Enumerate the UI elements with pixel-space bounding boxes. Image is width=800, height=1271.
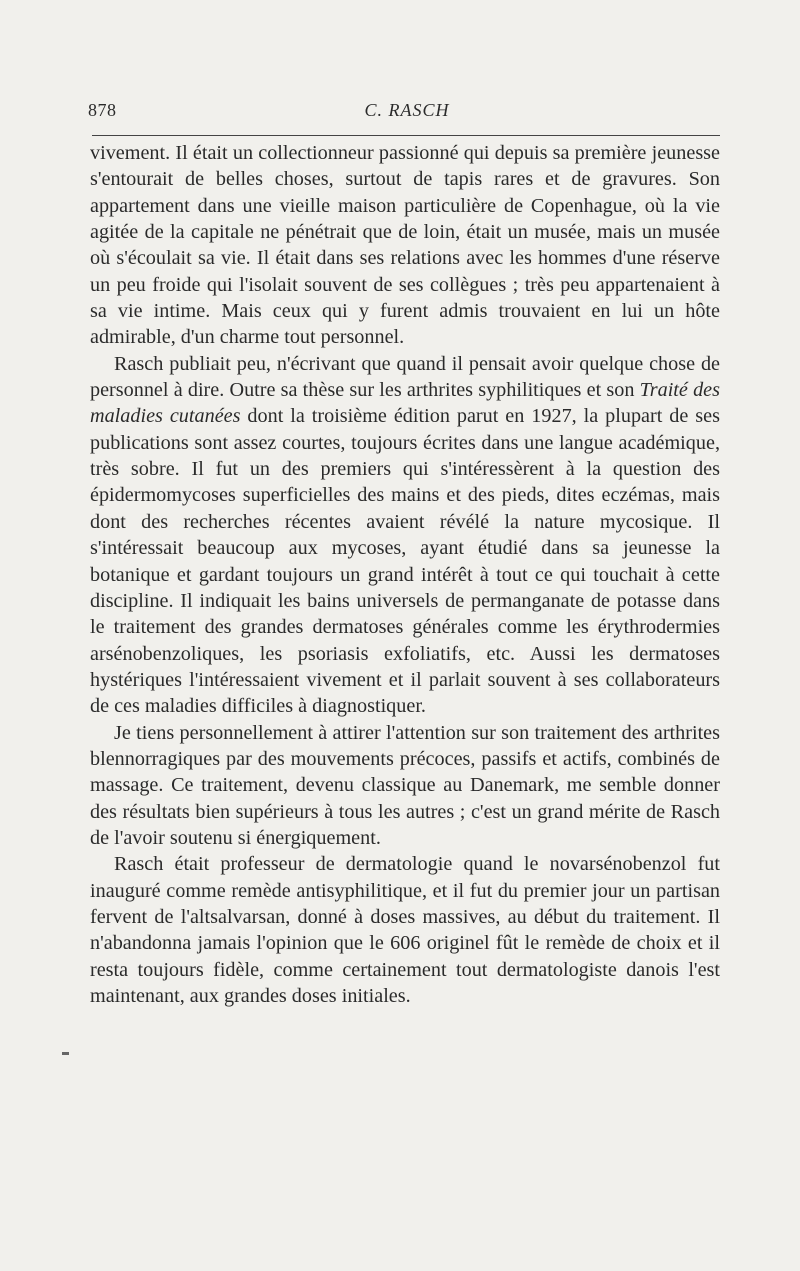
paragraph-2-part-2: dont la troisième édition parut en 1927, la plupart de ses publications sont assez courtes, toujours écrites dans une langue académique, très sobre. Il fut un des premiers qui s'intéressèrent à la question des épidermomycoses superficielles des mains et des pieds, dites eczémas, mais dont des recherches récentes avaient révélé la nature mycosique. Il s'intéressait beaucoup aux mycoses, ayant étudié dans sa jeunesse la botanique et gardant toujours un grand intérêt à tout ce qui touchait à cette discipline. Il indiquait les bains universels de permanganate de potasse dans le traitement des grandes dermatoses générales comme les érythrodermies arsénobenzoliques, les psoriasis exfoliatifs, etc. Aussi les dermatoses hystériques l'intéressaient vivement et il parlait souvent à ses collaborateurs de ces maladies difficiles à diagnostiquer. — [90, 405, 720, 718]
paragraph-4: Rasch était professeur de dermatologie quand le novarsénobenzol fut inauguré comme remède antisyphilitique, et il fut du premier jour un partisan fervent de l'altsalvarsan, donné à doses massives, au début du traitement. Il n'abandonna jamais l'opinion que le 606 originel fût le remède de choix et il resta toujours fidèle, comme certainement tout dermatologiste danois l'est maintenant, aux grandes doses initiales. — [90, 853, 720, 1007]
page-header — [88, 100, 720, 126]
margin-mark — [62, 1052, 69, 1055]
header-rule — [92, 135, 720, 136]
page-number: 878 — [88, 100, 117, 120]
paragraph-2-part-1: Rasch publiait peu, n'écrivant que quand il pensait avoir quelque chose de personnel à dire. Outre sa thèse sur les arthrites syphilitiques et son — [90, 352, 720, 402]
paragraph-3: Je tiens personnellement à attirer l'attention sur son traitement des arthrites blennorragiques par des mouvements précoces, passifs et actifs, combinés de massage. Ce traitement, devenu classique au Danemark, me semble donner des résultats bien supérieurs à tous les autres ; c'est un grand mérite de Rasch de l'avoir soutenu si énergiquement. — [90, 721, 720, 849]
book-title: Traité des maladies cutanées — [90, 379, 720, 428]
paragraph-2 — [90, 351, 720, 720]
paragraph-1: vivement. Il était un collectionneur passionné qui depuis sa première jeunesse s'entourait de belles choses, surtout de tapis rares et de gravures. Son appartement dans une vieille maison particulière de Copenhague, où la vie agitée de la capitale ne pénétrait que de loin, était un musée, mais un musée où s'écoulait sa vie. Il était dans ses relations avec les hommes d'une réserve un peu froide qui l'isolait souvent de ses collègues ; très peu appartenaient à sa vie intime. Mais ceux qui y furent admis trouvaient en lui un hôte admirable, d'un charme tout personnel. — [90, 142, 720, 349]
running-head: C. RASCH — [364, 100, 450, 120]
body-text — [90, 140, 720, 1009]
